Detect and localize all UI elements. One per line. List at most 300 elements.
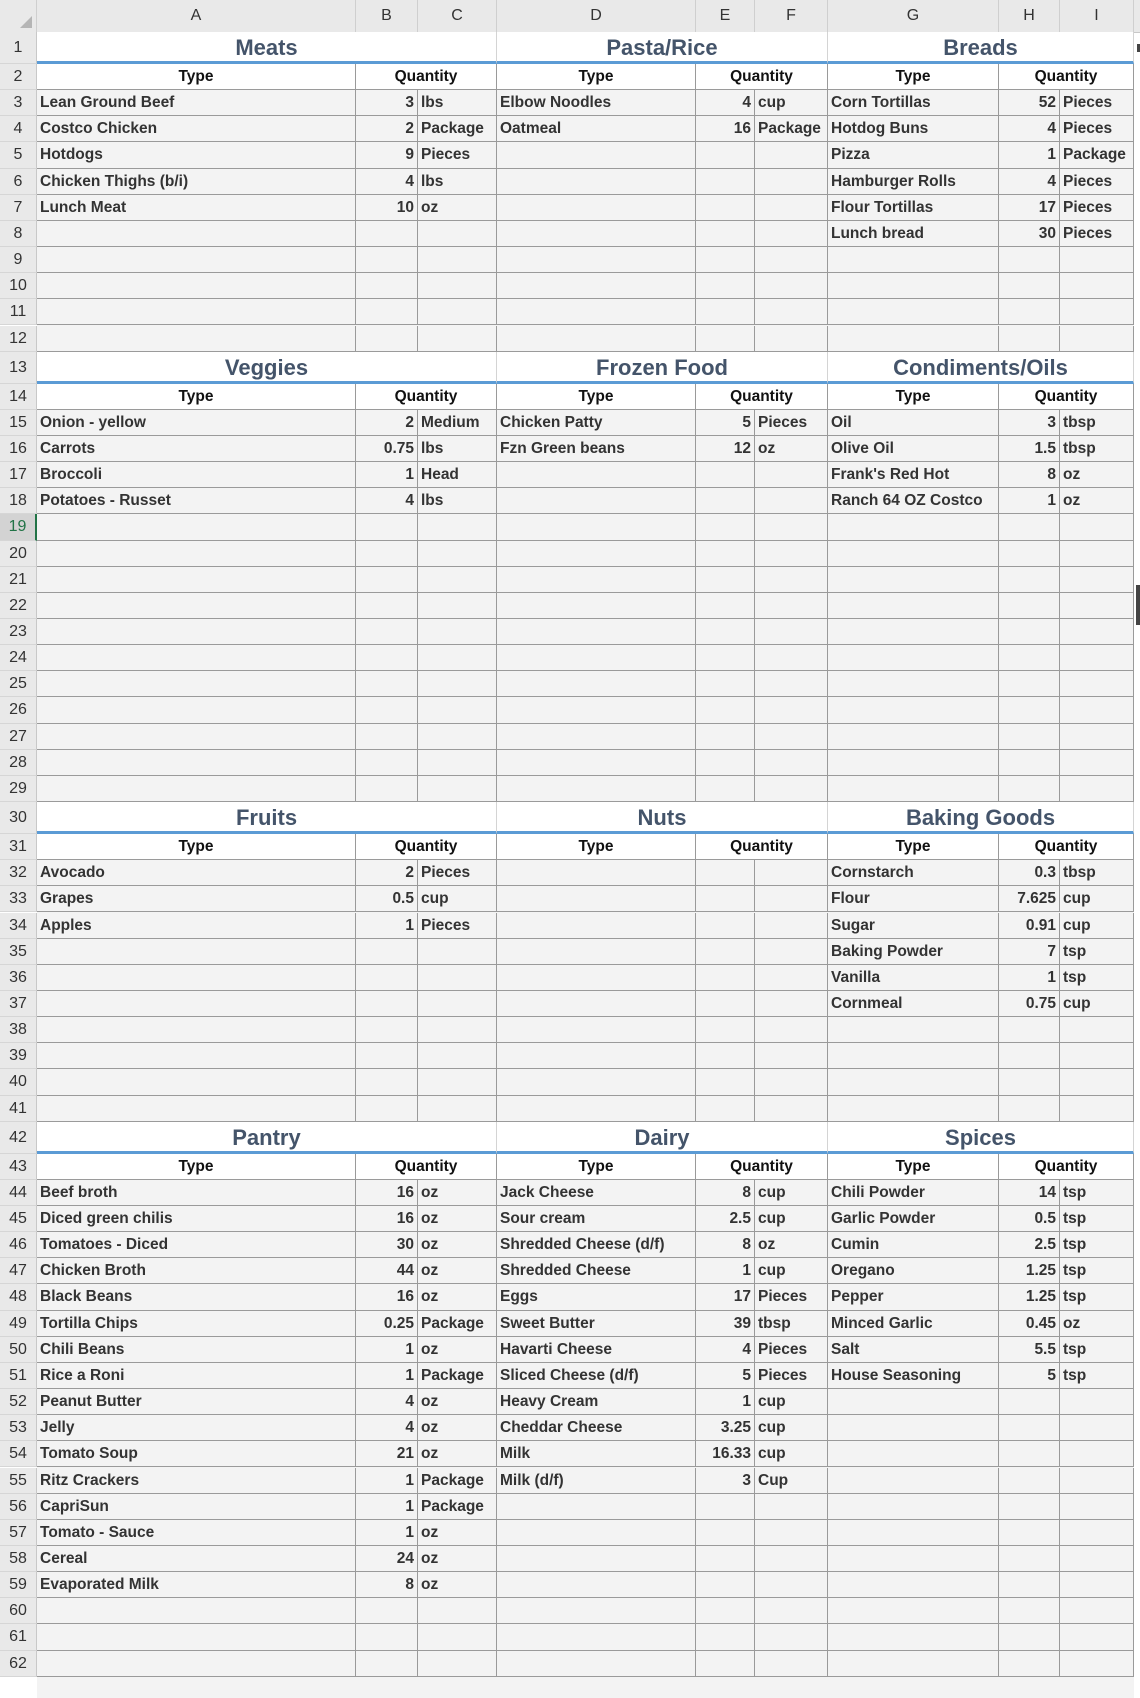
empty-cell[interactable]	[497, 1017, 696, 1043]
item-unit-cell[interactable]: Cup	[755, 1468, 828, 1494]
item-quantity-cell[interactable]: 1	[999, 488, 1060, 514]
empty-cell[interactable]	[696, 776, 755, 802]
item-quantity-cell[interactable]: 1	[696, 1258, 755, 1284]
section-title-veggies[interactable]: Veggies	[37, 352, 497, 384]
empty-cell[interactable]	[356, 1624, 418, 1650]
quantity-column-header[interactable]: Quantity	[696, 64, 828, 90]
empty-cell[interactable]	[497, 1598, 696, 1624]
empty-cell[interactable]	[356, 299, 418, 325]
empty-cell[interactable]	[37, 514, 356, 540]
row-header-62[interactable]: 62	[0, 1651, 37, 1677]
empty-cell[interactable]	[755, 142, 828, 168]
item-quantity-cell[interactable]: 4	[356, 169, 418, 195]
row-header-60[interactable]: 60	[0, 1598, 37, 1624]
item-unit-cell[interactable]: Package	[1060, 142, 1134, 168]
item-quantity-cell[interactable]: 17	[999, 195, 1060, 221]
empty-cell[interactable]	[418, 221, 497, 247]
item-name-cell[interactable]: Cereal	[37, 1546, 356, 1572]
empty-cell[interactable]	[755, 1494, 828, 1520]
item-unit-cell[interactable]: Pieces	[1060, 195, 1134, 221]
row-header-42[interactable]: 42	[0, 1122, 37, 1154]
empty-cell[interactable]	[696, 326, 755, 352]
type-column-header[interactable]: Type	[497, 384, 696, 410]
row-header-37[interactable]: 37	[0, 991, 37, 1017]
empty-cell[interactable]	[497, 326, 696, 352]
empty-cell[interactable]	[696, 142, 755, 168]
empty-cell[interactable]	[356, 776, 418, 802]
section-title-condiments-oils[interactable]: Condiments/Oils	[828, 352, 1134, 384]
section-title-pasta-rice[interactable]: Pasta/Rice	[497, 32, 828, 64]
empty-cell[interactable]	[755, 567, 828, 593]
item-quantity-cell[interactable]: 1.25	[999, 1258, 1060, 1284]
section-title-frozen-food[interactable]: Frozen Food	[497, 352, 828, 384]
row-header-25[interactable]: 25	[0, 671, 37, 697]
empty-cell[interactable]	[497, 965, 696, 991]
column-header-d[interactable]: D	[497, 0, 696, 32]
item-name-cell[interactable]: Peanut Butter	[37, 1389, 356, 1415]
row-header-30[interactable]: 30	[0, 802, 37, 834]
section-title-baking-goods[interactable]: Baking Goods	[828, 802, 1134, 834]
section-title-dairy[interactable]: Dairy	[497, 1122, 828, 1154]
row-header-7[interactable]: 7	[0, 195, 37, 221]
empty-cell[interactable]	[828, 541, 999, 567]
empty-cell[interactable]	[497, 619, 696, 645]
empty-cell[interactable]	[755, 776, 828, 802]
item-name-cell[interactable]: Salt	[828, 1337, 999, 1363]
item-unit-cell[interactable]: cup	[755, 90, 828, 116]
empty-cell[interactable]	[356, 593, 418, 619]
empty-cell[interactable]	[696, 567, 755, 593]
empty-cell[interactable]	[497, 750, 696, 776]
empty-cell[interactable]	[418, 991, 497, 1017]
empty-cell[interactable]	[418, 965, 497, 991]
item-name-cell[interactable]: Jelly	[37, 1415, 356, 1441]
item-name-cell[interactable]: Shredded Cheese	[497, 1258, 696, 1284]
item-quantity-cell[interactable]: 21	[356, 1441, 418, 1467]
empty-cell[interactable]	[999, 1494, 1060, 1520]
empty-cell[interactable]	[356, 991, 418, 1017]
item-name-cell[interactable]: Milk	[497, 1441, 696, 1467]
empty-cell[interactable]	[497, 1572, 696, 1598]
item-unit-cell[interactable]: Head	[418, 462, 497, 488]
item-unit-cell[interactable]: tbsp	[1060, 436, 1134, 462]
empty-cell[interactable]	[755, 1572, 828, 1598]
item-unit-cell[interactable]: Package	[418, 1363, 497, 1389]
item-unit-cell[interactable]: tbsp	[1060, 410, 1134, 436]
item-unit-cell[interactable]: lbs	[418, 488, 497, 514]
empty-cell[interactable]	[999, 1096, 1060, 1122]
item-quantity-cell[interactable]: 1	[356, 1468, 418, 1494]
column-header-f[interactable]: F	[755, 0, 828, 32]
empty-cell[interactable]	[418, 1017, 497, 1043]
empty-cell[interactable]	[999, 1389, 1060, 1415]
item-name-cell[interactable]: Ritz Crackers	[37, 1468, 356, 1494]
item-name-cell[interactable]: Grapes	[37, 886, 356, 912]
empty-cell[interactable]	[37, 671, 356, 697]
empty-cell[interactable]	[37, 991, 356, 1017]
item-name-cell[interactable]: Diced green chilis	[37, 1206, 356, 1232]
item-quantity-cell[interactable]: 7.625	[999, 886, 1060, 912]
empty-cell[interactable]	[999, 299, 1060, 325]
empty-cell[interactable]	[497, 1494, 696, 1520]
empty-cell[interactable]	[356, 724, 418, 750]
empty-cell[interactable]	[828, 1069, 999, 1095]
item-name-cell[interactable]: Hotdog Buns	[828, 116, 999, 142]
item-unit-cell[interactable]: oz	[418, 1389, 497, 1415]
empty-cell[interactable]	[1060, 514, 1134, 540]
column-header-e[interactable]: E	[696, 0, 755, 32]
item-unit-cell[interactable]: cup	[1060, 886, 1134, 912]
item-unit-cell[interactable]: Package	[755, 116, 828, 142]
item-unit-cell[interactable]: oz	[418, 1520, 497, 1546]
empty-cell[interactable]	[497, 221, 696, 247]
item-quantity-cell[interactable]: 10	[356, 195, 418, 221]
row-header-13[interactable]: 13	[0, 352, 37, 384]
item-unit-cell[interactable]: cup	[418, 886, 497, 912]
item-quantity-cell[interactable]: 5	[696, 1363, 755, 1389]
empty-cell[interactable]	[755, 1043, 828, 1069]
empty-cell[interactable]	[755, 1069, 828, 1095]
row-header-53[interactable]: 53	[0, 1415, 37, 1441]
item-unit-cell[interactable]: oz	[1060, 462, 1134, 488]
row-header-1[interactable]: 1	[0, 32, 37, 64]
empty-cell[interactable]	[418, 1651, 497, 1677]
item-unit-cell[interactable]: Package	[418, 1311, 497, 1337]
empty-cell[interactable]	[1060, 1624, 1134, 1650]
item-quantity-cell[interactable]: 30	[356, 1232, 418, 1258]
empty-cell[interactable]	[418, 939, 497, 965]
item-quantity-cell[interactable]: 4	[999, 116, 1060, 142]
empty-cell[interactable]	[418, 776, 497, 802]
item-quantity-cell[interactable]: 8	[356, 1572, 418, 1598]
empty-cell[interactable]	[828, 697, 999, 723]
empty-cell[interactable]	[828, 1651, 999, 1677]
item-name-cell[interactable]: Eggs	[497, 1284, 696, 1310]
row-header-50[interactable]: 50	[0, 1337, 37, 1363]
item-unit-cell[interactable]: Package	[418, 116, 497, 142]
item-quantity-cell[interactable]: 5	[696, 410, 755, 436]
row-header-21[interactable]: 21	[0, 567, 37, 593]
empty-cell[interactable]	[37, 645, 356, 671]
row-header-36[interactable]: 36	[0, 965, 37, 991]
empty-cell[interactable]	[828, 299, 999, 325]
empty-cell[interactable]	[1060, 299, 1134, 325]
empty-cell[interactable]	[828, 514, 999, 540]
empty-cell[interactable]	[999, 1441, 1060, 1467]
item-unit-cell[interactable]: Pieces	[1060, 90, 1134, 116]
item-name-cell[interactable]: Broccoli	[37, 462, 356, 488]
item-unit-cell[interactable]: Pieces	[418, 142, 497, 168]
empty-cell[interactable]	[696, 645, 755, 671]
item-name-cell[interactable]: Chicken Thighs (b/i)	[37, 169, 356, 195]
empty-cell[interactable]	[696, 1494, 755, 1520]
item-name-cell[interactable]: Lunch bread	[828, 221, 999, 247]
item-unit-cell[interactable]: Package	[418, 1468, 497, 1494]
empty-cell[interactable]	[1060, 593, 1134, 619]
item-quantity-cell[interactable]: 1	[356, 462, 418, 488]
empty-cell[interactable]	[497, 860, 696, 886]
item-name-cell[interactable]: Tomato - Sauce	[37, 1520, 356, 1546]
empty-cell[interactable]	[356, 1096, 418, 1122]
empty-cell[interactable]	[999, 697, 1060, 723]
item-quantity-cell[interactable]: 16	[356, 1180, 418, 1206]
empty-cell[interactable]	[37, 221, 356, 247]
empty-cell[interactable]	[755, 1546, 828, 1572]
item-name-cell[interactable]: Elbow Noodles	[497, 90, 696, 116]
empty-cell[interactable]	[37, 593, 356, 619]
empty-cell[interactable]	[356, 1598, 418, 1624]
empty-cell[interactable]	[418, 273, 497, 299]
item-quantity-cell[interactable]: 1	[696, 1389, 755, 1415]
select-all-button[interactable]	[0, 0, 37, 32]
empty-cell[interactable]	[755, 913, 828, 939]
item-quantity-cell[interactable]: 5	[999, 1363, 1060, 1389]
row-header-8[interactable]: 8	[0, 221, 37, 247]
empty-cell[interactable]	[1060, 776, 1134, 802]
item-quantity-cell[interactable]: 52	[999, 90, 1060, 116]
item-unit-cell[interactable]: tsp	[1060, 939, 1134, 965]
item-quantity-cell[interactable]: 1.25	[999, 1284, 1060, 1310]
empty-cell[interactable]	[696, 593, 755, 619]
item-quantity-cell[interactable]: 1	[356, 913, 418, 939]
row-header-29[interactable]: 29	[0, 776, 37, 802]
row-header-52[interactable]: 52	[0, 1389, 37, 1415]
empty-cell[interactable]	[999, 1624, 1060, 1650]
item-quantity-cell[interactable]: 1	[356, 1494, 418, 1520]
row-header-45[interactable]: 45	[0, 1206, 37, 1232]
empty-cell[interactable]	[828, 1017, 999, 1043]
column-header-i[interactable]: I	[1060, 0, 1134, 32]
item-name-cell[interactable]: Cornmeal	[828, 991, 999, 1017]
empty-cell[interactable]	[356, 247, 418, 273]
item-name-cell[interactable]: Evaporated Milk	[37, 1572, 356, 1598]
item-unit-cell[interactable]: tsp	[1060, 1206, 1134, 1232]
empty-cell[interactable]	[828, 567, 999, 593]
item-unit-cell[interactable]: Pieces	[755, 1337, 828, 1363]
item-name-cell[interactable]: Ranch 64 OZ Costco	[828, 488, 999, 514]
row-header-31[interactable]: 31	[0, 834, 37, 860]
item-name-cell[interactable]: Frank's Red Hot	[828, 462, 999, 488]
item-quantity-cell[interactable]: 0.3	[999, 860, 1060, 886]
item-quantity-cell[interactable]: 16	[696, 116, 755, 142]
item-name-cell[interactable]: Havarti Cheese	[497, 1337, 696, 1363]
empty-cell[interactable]	[1060, 247, 1134, 273]
empty-cell[interactable]	[999, 671, 1060, 697]
row-header-12[interactable]: 12	[0, 326, 37, 352]
empty-cell[interactable]	[356, 1651, 418, 1677]
item-name-cell[interactable]: Avocado	[37, 860, 356, 886]
item-name-cell[interactable]: Olive Oil	[828, 436, 999, 462]
empty-cell[interactable]	[999, 1598, 1060, 1624]
item-unit-cell[interactable]: oz	[418, 1546, 497, 1572]
item-unit-cell[interactable]: oz	[418, 1206, 497, 1232]
empty-cell[interactable]	[418, 1069, 497, 1095]
empty-cell[interactable]	[418, 750, 497, 776]
item-unit-cell[interactable]: oz	[755, 436, 828, 462]
empty-cell[interactable]	[356, 326, 418, 352]
empty-cell[interactable]	[696, 1096, 755, 1122]
empty-cell[interactable]	[755, 991, 828, 1017]
empty-cell[interactable]	[1060, 1017, 1134, 1043]
item-quantity-cell[interactable]: 0.75	[999, 991, 1060, 1017]
item-unit-cell[interactable]: Pieces	[755, 1363, 828, 1389]
item-quantity-cell[interactable]: 1.5	[999, 436, 1060, 462]
item-name-cell[interactable]: Lean Ground Beef	[37, 90, 356, 116]
empty-cell[interactable]	[999, 1546, 1060, 1572]
item-quantity-cell[interactable]: 0.45	[999, 1311, 1060, 1337]
empty-cell[interactable]	[755, 221, 828, 247]
empty-cell[interactable]	[37, 1069, 356, 1095]
empty-cell[interactable]	[37, 273, 356, 299]
row-header-9[interactable]: 9	[0, 247, 37, 273]
empty-cell[interactable]	[696, 1546, 755, 1572]
quantity-column-header[interactable]: Quantity	[999, 64, 1134, 90]
empty-cell[interactable]	[497, 939, 696, 965]
item-name-cell[interactable]: Pizza	[828, 142, 999, 168]
item-unit-cell[interactable]: oz	[418, 1337, 497, 1363]
empty-cell[interactable]	[497, 488, 696, 514]
empty-cell[interactable]	[696, 488, 755, 514]
row-header-44[interactable]: 44	[0, 1180, 37, 1206]
empty-cell[interactable]	[418, 724, 497, 750]
empty-cell[interactable]	[37, 1017, 356, 1043]
row-header-23[interactable]: 23	[0, 619, 37, 645]
empty-cell[interactable]	[356, 1017, 418, 1043]
empty-cell[interactable]	[828, 1494, 999, 1520]
item-name-cell[interactable]: Sour cream	[497, 1206, 696, 1232]
empty-cell[interactable]	[418, 326, 497, 352]
row-header-38[interactable]: 38	[0, 1017, 37, 1043]
empty-cell[interactable]	[696, 1572, 755, 1598]
item-unit-cell[interactable]: cup	[755, 1258, 828, 1284]
empty-cell[interactable]	[999, 645, 1060, 671]
empty-cell[interactable]	[755, 886, 828, 912]
row-header-15[interactable]: 15	[0, 410, 37, 436]
item-name-cell[interactable]: Beef broth	[37, 1180, 356, 1206]
item-unit-cell[interactable]: oz	[418, 1258, 497, 1284]
item-quantity-cell[interactable]: 8	[696, 1180, 755, 1206]
empty-cell[interactable]	[418, 619, 497, 645]
empty-cell[interactable]	[828, 724, 999, 750]
item-name-cell[interactable]: Chicken Patty	[497, 410, 696, 436]
empty-cell[interactable]	[418, 593, 497, 619]
empty-cell[interactable]	[497, 724, 696, 750]
type-column-header[interactable]: Type	[37, 384, 356, 410]
row-header-54[interactable]: 54	[0, 1441, 37, 1467]
empty-cell[interactable]	[999, 1043, 1060, 1069]
empty-cell[interactable]	[755, 1520, 828, 1546]
column-header-c[interactable]: C	[418, 0, 497, 32]
row-header-58[interactable]: 58	[0, 1546, 37, 1572]
empty-cell[interactable]	[755, 939, 828, 965]
empty-cell[interactable]	[696, 1624, 755, 1650]
empty-cell[interactable]	[356, 567, 418, 593]
empty-cell[interactable]	[696, 750, 755, 776]
item-unit-cell[interactable]: Pieces	[1060, 169, 1134, 195]
row-header-26[interactable]: 26	[0, 697, 37, 723]
quantity-column-header[interactable]: Quantity	[356, 1154, 497, 1180]
row-header-16[interactable]: 16	[0, 436, 37, 462]
quantity-column-header[interactable]: Quantity	[696, 1154, 828, 1180]
empty-cell[interactable]	[828, 1598, 999, 1624]
item-name-cell[interactable]: Baking Powder	[828, 939, 999, 965]
item-unit-cell[interactable]: tbsp	[1060, 860, 1134, 886]
item-name-cell[interactable]: Oregano	[828, 1258, 999, 1284]
empty-cell[interactable]	[999, 541, 1060, 567]
quantity-column-header[interactable]: Quantity	[999, 384, 1134, 410]
item-name-cell[interactable]: Oil	[828, 410, 999, 436]
item-quantity-cell[interactable]: 0.75	[356, 436, 418, 462]
quantity-column-header[interactable]: Quantity	[999, 834, 1134, 860]
empty-cell[interactable]	[999, 619, 1060, 645]
item-name-cell[interactable]: House Seasoning	[828, 1363, 999, 1389]
empty-cell[interactable]	[497, 247, 696, 273]
empty-cell[interactable]	[497, 567, 696, 593]
empty-cell[interactable]	[828, 273, 999, 299]
item-unit-cell[interactable]: Package	[418, 1494, 497, 1520]
item-quantity-cell[interactable]: 3	[696, 1468, 755, 1494]
empty-cell[interactable]	[497, 142, 696, 168]
row-header-56[interactable]: 56	[0, 1494, 37, 1520]
empty-cell[interactable]	[356, 697, 418, 723]
empty-cell[interactable]	[755, 247, 828, 273]
section-title-spices[interactable]: Spices	[828, 1122, 1134, 1154]
item-unit-cell[interactable]: tsp	[1060, 1180, 1134, 1206]
empty-cell[interactable]	[696, 1043, 755, 1069]
empty-cell[interactable]	[497, 991, 696, 1017]
empty-cell[interactable]	[418, 541, 497, 567]
empty-cell[interactable]	[999, 273, 1060, 299]
empty-cell[interactable]	[356, 645, 418, 671]
item-quantity-cell[interactable]: 4	[696, 90, 755, 116]
type-column-header[interactable]: Type	[497, 64, 696, 90]
item-unit-cell[interactable]: lbs	[418, 169, 497, 195]
empty-cell[interactable]	[37, 939, 356, 965]
item-quantity-cell[interactable]: 2	[356, 116, 418, 142]
type-column-header[interactable]: Type	[37, 64, 356, 90]
empty-cell[interactable]	[696, 1598, 755, 1624]
empty-cell[interactable]	[356, 939, 418, 965]
item-quantity-cell[interactable]: 1	[356, 1363, 418, 1389]
row-header-24[interactable]: 24	[0, 645, 37, 671]
empty-cell[interactable]	[418, 1043, 497, 1069]
section-title-pantry[interactable]: Pantry	[37, 1122, 497, 1154]
item-quantity-cell[interactable]: 3	[356, 90, 418, 116]
item-unit-cell[interactable]: oz	[1060, 488, 1134, 514]
row-header-61[interactable]: 61	[0, 1624, 37, 1650]
item-quantity-cell[interactable]: 1	[356, 1337, 418, 1363]
item-name-cell[interactable]: Garlic Powder	[828, 1206, 999, 1232]
empty-cell[interactable]	[1060, 1043, 1134, 1069]
item-name-cell[interactable]: Tomatoes - Diced	[37, 1232, 356, 1258]
empty-cell[interactable]	[1060, 697, 1134, 723]
item-quantity-cell[interactable]: 2	[356, 860, 418, 886]
empty-cell[interactable]	[696, 991, 755, 1017]
row-header-49[interactable]: 49	[0, 1311, 37, 1337]
empty-cell[interactable]	[755, 750, 828, 776]
item-unit-cell[interactable]: cup	[1060, 991, 1134, 1017]
empty-cell[interactable]	[828, 750, 999, 776]
item-quantity-cell[interactable]: 9	[356, 142, 418, 168]
empty-cell[interactable]	[828, 1043, 999, 1069]
empty-cell[interactable]	[828, 1441, 999, 1467]
empty-cell[interactable]	[418, 299, 497, 325]
item-unit-cell[interactable]: oz	[418, 1572, 497, 1598]
item-unit-cell[interactable]: cup	[755, 1180, 828, 1206]
empty-cell[interactable]	[828, 247, 999, 273]
empty-cell[interactable]	[828, 326, 999, 352]
empty-cell[interactable]	[828, 1468, 999, 1494]
